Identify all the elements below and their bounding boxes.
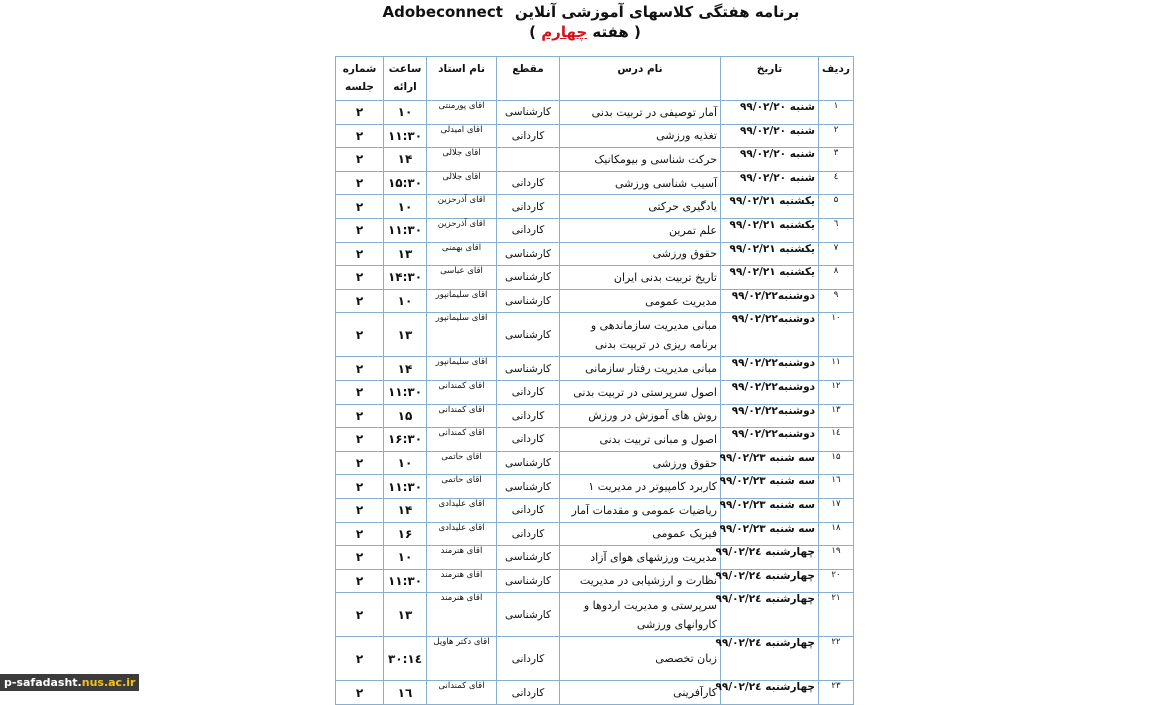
cell-radif: ۹ [819, 289, 854, 313]
cell-radif: ۳ [819, 148, 854, 172]
week-highlight: چهارم [541, 23, 588, 41]
table-row [336, 266, 854, 290]
cell-level: کاردانی [497, 218, 560, 242]
table-row [336, 380, 854, 404]
cell-level: کارشناسی [497, 593, 560, 637]
cell-radif: ۱۱ [819, 357, 854, 381]
cell-level: کارشناسی [497, 451, 560, 475]
cell-radif: ۱۹ [819, 546, 854, 570]
cell-time: ۱۶:۳۰ [384, 428, 427, 452]
table-row [336, 546, 854, 570]
cell-level: کاردانی [497, 380, 560, 404]
cell-teacher: اقای کمندانی [427, 380, 497, 404]
table-row [336, 195, 854, 219]
cell-level [497, 148, 560, 172]
cell-radif: ۲۲ [819, 637, 854, 681]
cell-sessions: ۲ [336, 451, 384, 475]
cell-radif: ۱۷ [819, 498, 854, 522]
cell-course: تغذیه ورزشی [560, 124, 721, 148]
cell-course: سرپرستی و مدیریت اردوها و کاروانهای ورزشی [560, 593, 721, 637]
cell-course: کارآفرینی [560, 681, 721, 705]
cell-date: شنبه ۹۹/۰۲/۲۰ [721, 124, 819, 148]
table-row [336, 357, 854, 381]
cell-sessions: ۲ [336, 266, 384, 290]
header-row [336, 57, 854, 101]
cell-radif: ۲ [819, 124, 854, 148]
cell-time: ۱۵:۳۰ [384, 171, 427, 195]
cell-time: ۱۰ [384, 451, 427, 475]
cell-teacher: اقای علیدادی [427, 498, 497, 522]
table-row [336, 569, 854, 593]
cell-time: ۱۴ [384, 357, 427, 381]
cell-course: ریاضیات عمومی و مقدمات آمار [560, 498, 721, 522]
table-row [336, 498, 854, 522]
cell-teacher: اقای سلیمانپور [427, 313, 497, 357]
cell-course: آسیب شناسی ورزشی [560, 171, 721, 195]
cell-level: کارشناسی [497, 242, 560, 266]
cell-sessions: ۲ [336, 101, 384, 125]
cell-date: یکشنبه ۹۹/۰۲/۲۱ [721, 266, 819, 290]
cell-date: شنبه ۹۹/۰۲/۲۰ [721, 171, 819, 195]
cell-teacher: اقای عباسی [427, 266, 497, 290]
cell-radif: ۱۰ [819, 313, 854, 357]
cell-course: یادگیری حرکتی [560, 195, 721, 219]
cell-radif: ۵ [819, 195, 854, 219]
cell-sessions: ۲ [336, 475, 384, 499]
cell-teacher: اقای کمندانی [427, 404, 497, 428]
platform-name: Adobeconnect [382, 3, 503, 21]
cell-sessions: ۲ [336, 522, 384, 546]
cell-radif: ۱٦ [819, 475, 854, 499]
cell-sessions: ۲ [336, 148, 384, 172]
cell-sessions: ۲ [336, 593, 384, 637]
cell-date: چهارشنبه ۹۹/۰۲/۲٤ [721, 569, 819, 593]
cell-sessions: ۲ [336, 195, 384, 219]
cell-course: تاریخ تربیت بدنی ایران [560, 266, 721, 290]
cell-level: کارشناسی [497, 357, 560, 381]
cell-teacher: اقای حاتمی [427, 451, 497, 475]
cell-level: کاردانی [497, 681, 560, 705]
cell-level: کاردانی [497, 404, 560, 428]
cell-time: ۱۴:۳۰ [384, 266, 427, 290]
table-row [336, 404, 854, 428]
cell-teacher: اقای امیدلی [427, 124, 497, 148]
cell-radif: ۷ [819, 242, 854, 266]
table-row [336, 681, 854, 705]
cell-sessions: ۲ [336, 242, 384, 266]
cell-level: کاردانی [497, 637, 560, 681]
cell-radif: ۱٤ [819, 428, 854, 452]
cell-radif: ۲۳ [819, 681, 854, 705]
cell-time: ۱۵ [384, 404, 427, 428]
cell-time: ۱۰ [384, 546, 427, 570]
cell-level: کاردانی [497, 195, 560, 219]
cell-radif: ۸ [819, 266, 854, 290]
title-prefix: برنامه هفتگی کلاسهای آموزشی آنلاین [514, 3, 800, 21]
header-sessions: شماره جلسه [336, 57, 384, 101]
cell-date: چهارشنبه ۹۹/۰۲/۲٤ [721, 681, 819, 705]
cell-level: کارشناسی [497, 266, 560, 290]
cell-teacher: اقای کمندانی [427, 428, 497, 452]
cell-time: ۱۱:۳۰ [384, 218, 427, 242]
table-row [336, 289, 854, 313]
watermark-prefix: p-safadasht. [4, 676, 82, 689]
cell-sessions: ۲ [336, 498, 384, 522]
cell-sessions: ۲ [336, 428, 384, 452]
site-watermark [0, 674, 139, 691]
cell-course: حقوق ورزشی [560, 451, 721, 475]
cell-course: فیزیک عمومی [560, 522, 721, 546]
cell-date: یکشنبه ۹۹/۰۲/۲۱ [721, 242, 819, 266]
cell-teacher: اقای هنرمند [427, 593, 497, 637]
cell-sessions: ۲ [336, 313, 384, 357]
cell-level: کاردانی [497, 428, 560, 452]
cell-radif: ۱۳ [819, 404, 854, 428]
cell-time: ۱۴ [384, 148, 427, 172]
cell-course: زبان تخصصی [560, 637, 721, 681]
cell-course: اصول و مبانی تربیت بدنی [560, 428, 721, 452]
cell-level: کارشناسی [497, 289, 560, 313]
cell-date: سه شنبه ۹۹/۰۲/۲۳ [721, 522, 819, 546]
cell-radif: ۲۱ [819, 593, 854, 637]
cell-radif: ۱۸ [819, 522, 854, 546]
watermark-accent: nus.ac.ir [81, 676, 136, 689]
cell-date: شنبه ۹۹/۰۲/۲۰ [721, 101, 819, 125]
header-course: نام درس [560, 57, 721, 101]
cell-date: دوشنبه۹۹/۰۲/۲۲ [721, 404, 819, 428]
cell-radif: ۲۰ [819, 569, 854, 593]
cell-radif: ۱۵ [819, 451, 854, 475]
cell-time: ۱۴ [384, 498, 427, 522]
cell-time: ۱۰ [384, 195, 427, 219]
cell-course: مدیریت ورزشهای هوای آزاد [560, 546, 721, 570]
cell-date: یکشنبه ۹۹/۰۲/۲۱ [721, 195, 819, 219]
table-row [336, 124, 854, 148]
cell-course: علم تمرین [560, 218, 721, 242]
cell-teacher: اقای بهمنی [427, 242, 497, 266]
header-radif: ردیف [819, 57, 854, 101]
header-date: تاریخ [721, 57, 819, 101]
table-row [336, 637, 854, 681]
cell-sessions: ۲ [336, 380, 384, 404]
cell-date: سه شنبه ۹۹/۰۲/۲۳ [721, 475, 819, 499]
cell-sessions: ۲ [336, 637, 384, 681]
cell-sessions: ۲ [336, 681, 384, 705]
table-row [336, 171, 854, 195]
table-row [336, 475, 854, 499]
cell-date: یکشنبه ۹۹/۰۲/۲۱ [721, 218, 819, 242]
table-row [336, 242, 854, 266]
schedule-table [335, 56, 854, 705]
title-line-2 [0, 22, 1170, 42]
cell-level: کارشناسی [497, 546, 560, 570]
cell-teacher: اقای آذرحزین [427, 218, 497, 242]
cell-date: شنبه ۹۹/۰۲/۲۰ [721, 148, 819, 172]
cell-level: کارشناسی [497, 313, 560, 357]
cell-sessions: ۲ [336, 289, 384, 313]
cell-radif: ٤ [819, 171, 854, 195]
cell-course: اصول سرپرستی در تربیت بدنی [560, 380, 721, 404]
cell-time: ۱۳ [384, 242, 427, 266]
cell-course: روش های آموزش در ورزش [560, 404, 721, 428]
cell-level: کارشناسی [497, 101, 560, 125]
cell-level: کارشناسی [497, 475, 560, 499]
cell-course: مدیریت عمومی [560, 289, 721, 313]
cell-course: نظارت و ارزشیابی در مدیریت [560, 569, 721, 593]
cell-course: حرکت شناسی و بیومکانیک [560, 148, 721, 172]
table-row [336, 451, 854, 475]
cell-level: کارشناسی [497, 569, 560, 593]
cell-date: دوشنبه۹۹/۰۲/۲۲ [721, 380, 819, 404]
cell-sessions: ۲ [336, 404, 384, 428]
cell-time: ۱٦ [384, 681, 427, 705]
header-level: مقطع [497, 57, 560, 101]
table-row [336, 313, 854, 357]
cell-course: آمار توصیفی در تربیت بدنی [560, 101, 721, 125]
week-open: ( هفته [592, 23, 641, 41]
cell-level: کاردانی [497, 124, 560, 148]
cell-radif: ۱ [819, 101, 854, 125]
cell-date: دوشنبه۹۹/۰۲/۲۲ [721, 357, 819, 381]
cell-sessions: ۲ [336, 357, 384, 381]
cell-level: کاردانی [497, 522, 560, 546]
cell-teacher: اقای جلالی [427, 148, 497, 172]
cell-time: ۱۱:۳۰ [384, 380, 427, 404]
cell-time: ۱۰ [384, 289, 427, 313]
header-teacher: نام استاد [427, 57, 497, 101]
cell-time: ۱۱:۳۰ [384, 569, 427, 593]
cell-teacher: اقای حاتمی [427, 475, 497, 499]
cell-date: دوشنبه۹۹/۰۲/۲۲ [721, 289, 819, 313]
cell-time: ۱۱:۳۰ [384, 124, 427, 148]
cell-course: حقوق ورزشی [560, 242, 721, 266]
cell-teacher: اقای آذرحزین [427, 195, 497, 219]
cell-time: ۱۱:۳۰ [384, 475, 427, 499]
cell-teacher: اقای هنرمند [427, 546, 497, 570]
cell-time: ۱۶ [384, 522, 427, 546]
table-row [336, 593, 854, 637]
cell-course: مبانی مدیریت رفتار سازمانی [560, 357, 721, 381]
cell-teacher: اقای علیدادی [427, 522, 497, 546]
cell-radif: ٦ [819, 218, 854, 242]
title-line-1 [0, 2, 1170, 22]
cell-date: چهارشنبه ۹۹/۰۲/۲٤ [721, 546, 819, 570]
header-time: ساعت ارائه [384, 57, 427, 101]
cell-date: سه شنبه ۹۹/۰۲/۲۳ [721, 451, 819, 475]
cell-radif: ۱۲ [819, 380, 854, 404]
table-row [336, 522, 854, 546]
cell-level: کاردانی [497, 171, 560, 195]
table-row [336, 218, 854, 242]
cell-date: دوشنبه۹۹/۰۲/۲۲ [721, 313, 819, 357]
cell-teacher: اقای سلیمانپور [427, 357, 497, 381]
cell-course: کاربرد کامپیوتر در مدیریت ۱ [560, 475, 721, 499]
cell-time: ۱۳ [384, 593, 427, 637]
cell-sessions: ۲ [336, 569, 384, 593]
cell-time: ۱۰ [384, 101, 427, 125]
cell-sessions: ۲ [336, 171, 384, 195]
cell-teacher: اقای کمندانی [427, 681, 497, 705]
cell-teacher: اقای جلالی [427, 171, 497, 195]
cell-date: دوشنبه۹۹/۰۲/۲۲ [721, 428, 819, 452]
cell-sessions: ۲ [336, 124, 384, 148]
page-title [0, 2, 1170, 42]
cell-teacher: اقای هنرمند [427, 569, 497, 593]
cell-sessions: ۲ [336, 218, 384, 242]
cell-date: سه شنبه ۹۹/۰۲/۲۳ [721, 498, 819, 522]
cell-time: ۱٤:۳۰ [384, 637, 427, 681]
table-row [336, 428, 854, 452]
table-row [336, 148, 854, 172]
cell-teacher: اقای پورمنتی [427, 101, 497, 125]
cell-course: مبانی مدیریت سازماندهی و برنامه ریزی در تربیت بدنی [560, 313, 721, 357]
week-close: ) [529, 23, 536, 41]
table-row [336, 101, 854, 125]
cell-sessions: ۲ [336, 546, 384, 570]
cell-date: چهارشنبه ۹۹/۰۲/۲٤ [721, 637, 819, 681]
cell-teacher: اقای سلیمانپور [427, 289, 497, 313]
cell-date: چهارشنبه ۹۹/۰۲/۲٤ [721, 593, 819, 637]
cell-level: کاردانی [497, 498, 560, 522]
cell-time: ۱۳ [384, 313, 427, 357]
cell-teacher: اقای دکتر هاویل [427, 637, 497, 681]
